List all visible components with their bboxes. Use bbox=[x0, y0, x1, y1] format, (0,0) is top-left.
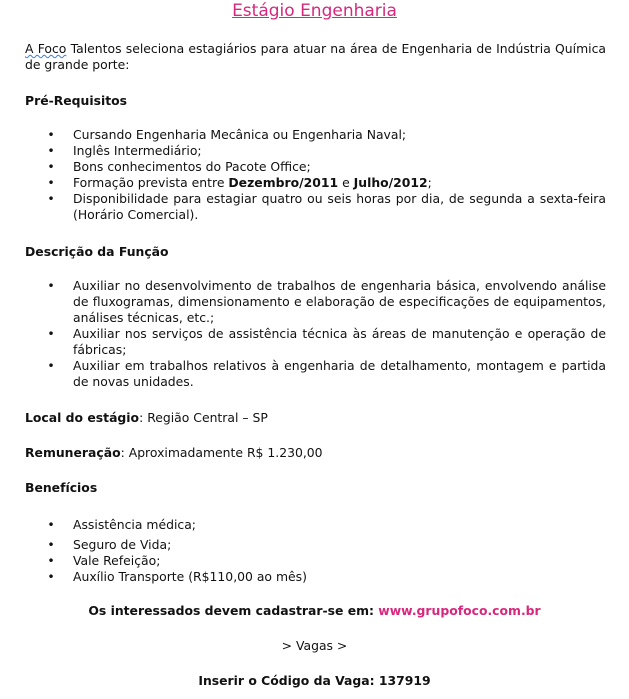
bullet-icon: • bbox=[47, 517, 55, 532]
bullet-icon: • bbox=[47, 553, 55, 568]
list-item: • Assistência médica; bbox=[47, 517, 196, 532]
intro-text: Talentos seleciona estagiários para atuar na área de Engenharia de Indústria Química de grande porte: bbox=[25, 41, 606, 72]
list-item: • Auxiliar no desenvolvimento de trabalhos de engenharia básica, envolvendo análise de fluxogramas, dimensionamento e elaboração de especificações de equipamentos, análises técnicas, etc.; bbox=[47, 278, 606, 325]
local-label: Local do estágio bbox=[25, 410, 140, 425]
list-item: • Auxiliar nos serviços de assistência técnica às áreas de manutenção e operação de fábricas; bbox=[47, 326, 606, 357]
codigo-line bbox=[0, 673, 629, 689]
bullet-icon: • bbox=[47, 326, 55, 341]
list-item: • Vale Refeição; bbox=[47, 553, 161, 568]
intro-brand: A Foco bbox=[25, 41, 67, 56]
cta-line bbox=[0, 603, 629, 619]
bullet-icon: • bbox=[47, 537, 55, 552]
codigo-value: 137919 bbox=[378, 673, 431, 688]
list-item: • Disponibilidade para estagiar quatro ou seis horas por dia, de segunda a sexta-feira (Horário Comercial). bbox=[47, 191, 606, 222]
cta-text: Os interessados devem cadastrar-se em: bbox=[88, 603, 379, 618]
remuneracao-value: Aproximadamente R$ 1.230,00 bbox=[128, 445, 323, 460]
list-item: • Inglês Intermediário; bbox=[47, 143, 202, 158]
page-title: Estágio Engenharia bbox=[232, 1, 397, 21]
remuneracao-row: Remuneração: Aproximadamente R$ 1.230,00 bbox=[25, 445, 323, 460]
list-item: • Bons conhecimentos do Pacote Office; bbox=[47, 159, 311, 174]
local-value: Região Central – SP bbox=[147, 410, 268, 425]
remuneracao-label: Remuneração bbox=[25, 445, 121, 460]
local-row: Local do estágio: Região Central – SP bbox=[25, 410, 268, 425]
beneficios-heading: Benefícios bbox=[25, 480, 98, 495]
website-link[interactable]: www.grupofoco.com.br bbox=[378, 603, 541, 618]
list-item: • Formação prevista entre Dezembro/2011 e Julho/2012; bbox=[47, 175, 432, 190]
vagas-link[interactable]: > Vagas > bbox=[281, 638, 348, 653]
bullet-icon: • bbox=[47, 143, 55, 158]
beneficios-list bbox=[0, 517, 629, 585]
date-end: Julho/2012 bbox=[353, 175, 428, 190]
prereq-heading: Pré-Requisitos bbox=[25, 93, 128, 108]
funcao-heading: Descrição da Função bbox=[25, 244, 169, 259]
bullet-icon: • bbox=[47, 127, 55, 142]
bullet-icon: • bbox=[47, 191, 55, 206]
bullet-icon: • bbox=[47, 278, 55, 293]
prereq-list bbox=[0, 127, 629, 223]
bullet-icon: • bbox=[47, 175, 55, 190]
bullet-icon: • bbox=[47, 358, 55, 373]
list-item: • Auxiliar em trabalhos relativos à engenharia de detalhamento, montagem e partida de novas unidades. bbox=[47, 358, 606, 389]
list-item: • Auxílio Transporte (R$110,00 ao mês) bbox=[47, 569, 307, 584]
date-start: Dezembro/2011 bbox=[228, 175, 339, 190]
codigo-label: Inserir o Código da Vaga: bbox=[198, 673, 379, 688]
funcao-list bbox=[0, 278, 629, 390]
list-item: • Cursando Engenharia Mecânica ou Engenharia Naval; bbox=[47, 127, 407, 142]
list-item: • Seguro de Vida; bbox=[47, 537, 172, 552]
bullet-icon: • bbox=[47, 159, 55, 174]
intro-paragraph bbox=[25, 41, 606, 73]
bullet-icon: • bbox=[47, 569, 55, 584]
